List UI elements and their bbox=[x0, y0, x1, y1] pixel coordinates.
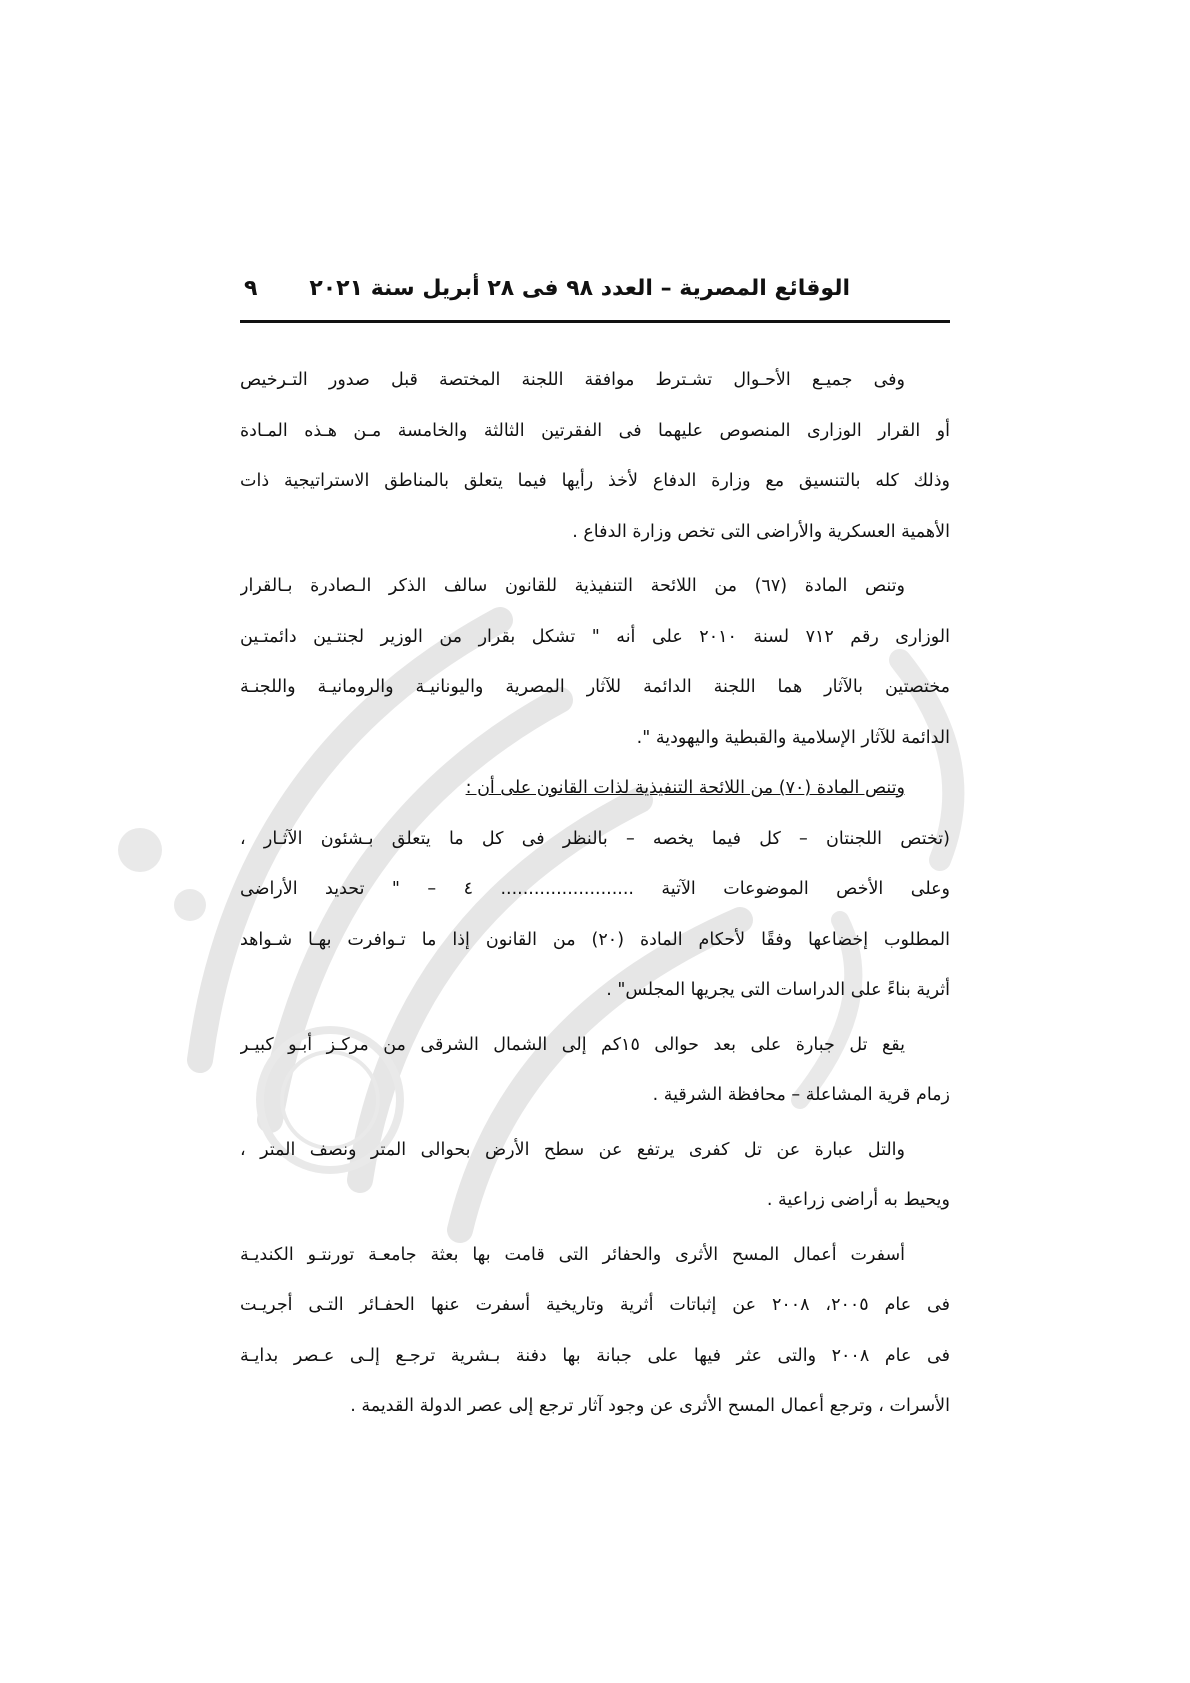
header-divider bbox=[240, 320, 950, 323]
paragraph bbox=[240, 355, 950, 557]
text-line: أسفرت أعمال المسح الأثرى والحفائر التى قامت بها بعثة جامعـة تورنتـو الكنديـة bbox=[240, 1244, 905, 1265]
text-line: يقع تل جبارة على بعد حوالى ١٥كم إلى الشمال الشرقى من مركـز أبـو كبيـر bbox=[240, 1034, 906, 1055]
gazette-title: الوقائع المصرية – العدد ٩٨ فى ٢٨ أبريل سنة ٢٠٢١ bbox=[309, 276, 850, 301]
text-line: فى عام ٢٠٠٥، ٢٠٠٨ عن إثباتات أثرية وتاريخية أسفرت عنها الحفـائر التـى أجريـت bbox=[240, 1295, 950, 1315]
paragraph bbox=[240, 1230, 950, 1432]
text-line: الوزارى رقم ٧١٢ لسنة ٢٠١٠ على أنه " تشكل بقرار من الوزير لجنتـين دائمتـين bbox=[240, 626, 950, 647]
text-line: الأهمية العسكرية والأراضى التى تخص وزارة الدفاع . bbox=[572, 521, 950, 542]
paragraph bbox=[240, 1125, 950, 1226]
text-line: وعلى الأخص الموضوعات الآتية ........................ ٤ – " تحديد الأراضى bbox=[240, 879, 950, 899]
text-line: وذلك كله بالتنسيق مع وزارة الدفاع لأخذ رأيها فيما يتعلق بالمناطق الاستراتيجية ذات bbox=[240, 471, 950, 491]
text-line: مختصتين بالآثار هما اللجنة الدائمة للآثار المصرية واليونانيـة والرومانيـة واللجنـة bbox=[240, 677, 950, 697]
text-line: (تختص اللجنتان – كل فيما يخصه – بالنظر فى كل ما يتعلق بـشئون الآثـار ، bbox=[240, 828, 950, 849]
text-line: المطلوب إخضاعها وفقًا لأحكام المادة (٢٠) من القانون إذا ما تـوافرت بهـا شـواهد bbox=[240, 929, 950, 950]
text-line: ويحيط به أراضى زراعية . bbox=[766, 1190, 950, 1210]
text-line: زمام قرية المشاعلة – محافظة الشرقية . bbox=[652, 1085, 950, 1105]
text-line: أو القرار الوزارى المنصوص عليهما فى الفقرتين الثالثة والخامسة مـن هـذه المـادة bbox=[240, 420, 950, 441]
text-line: وتنص المادة (٦٧) من اللائحة التنفيذية للقانون سالف الذكر الـصادرة بـالقرار bbox=[240, 576, 905, 596]
text-line: وفى جميـع الأحـوال تشـترط موافقة اللجنة المختصة قبل صدور التـرخيص bbox=[240, 370, 905, 390]
paragraph bbox=[240, 763, 950, 1016]
page-number: ٩ bbox=[244, 276, 258, 301]
text-line: الدائمة للآثار الإسلامية والقبطية واليهودية ". bbox=[636, 727, 950, 748]
text-line: والتل عبارة عن تل كفرى يرتفع عن سطح الأرض بحوالى المتر ونصف المتر ، bbox=[240, 1139, 905, 1160]
paragraph bbox=[240, 561, 950, 763]
page-header bbox=[240, 268, 950, 322]
text-line: الأسرات ، وترجع أعمال المسح الأثرى عن وجود آثار ترجع إلى عصر الدولة القديمة . bbox=[350, 1396, 950, 1416]
text-line: فى عام ٢٠٠٨ والتى عثر فيها على جبانة بها دفنة بـشرية ترجـع إلـى عـصر بدايـة bbox=[240, 1345, 950, 1366]
text-line-underlined: وتنص المادة (٧٠) من اللائحة التنفيذية لذات القانون على أن : bbox=[465, 778, 905, 798]
document-body bbox=[240, 355, 950, 1432]
paragraph bbox=[240, 1020, 950, 1121]
text-line: أثرية بناءً على الدراسات التى يجريها المجلس" . bbox=[606, 980, 950, 1000]
